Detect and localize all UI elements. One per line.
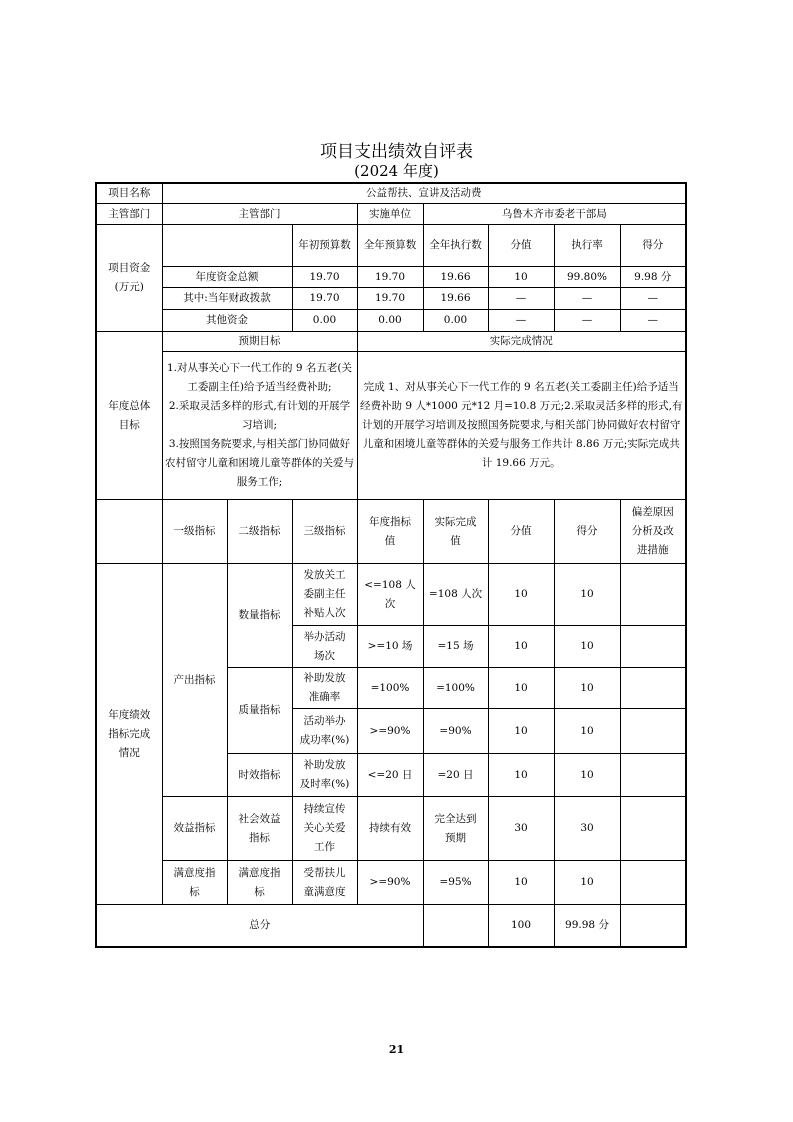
actual-value: =15 场	[423, 626, 488, 668]
total-score: 99.98 分	[554, 905, 620, 947]
funds-cell: —	[554, 288, 620, 310]
l3-indicator: 受帮扶儿 童满意度	[292, 861, 357, 905]
target-value: <=108 人次	[357, 564, 423, 626]
actual-value: 完全达到 预期	[423, 797, 488, 861]
actual-value: =20 日	[423, 754, 488, 797]
target-value: <=20 日	[357, 754, 423, 797]
actual-result-text: 完成 1、对从事关心下一代工作的 9 名五老(关工委副主任)给予适当经费补助 9 人*1000 元*12 月=10.8 万元;2.采取灵活多样的形式,有计划的开展学习培训及按照国务院要求,与相关部门协同做好农村留守儿童和困境儿童等群体的关爱与服务工作共计 8.86 万元;实际完成共计 19.66 万元。	[357, 352, 686, 500]
performance-table	[95, 182, 687, 948]
funds-cell: —	[488, 288, 554, 310]
unit-label: 实施单位	[357, 204, 423, 225]
l3-indicator: 补助发放 及时率(%)	[292, 754, 357, 797]
indicator-header: 分值	[488, 500, 554, 564]
funds-row-name: 其中:当年财政拨款	[162, 288, 292, 310]
l3-indicator: 发放关工 委副主任 补贴人次	[292, 564, 357, 626]
funds-header: 分值	[488, 225, 554, 267]
l2-quality: 质量指标	[227, 668, 292, 754]
score-full: 10	[488, 626, 554, 668]
dept-value: 主管部门	[162, 204, 357, 225]
project-name-value: 公益帮扶、宣讲及活动费	[162, 183, 686, 204]
indicator-header: 年度指标 值	[357, 500, 423, 564]
funds-row-name: 其他资金	[162, 310, 292, 332]
deviation-note	[620, 797, 686, 861]
funds-cell: —	[620, 310, 686, 332]
funds-cell: 19.70	[292, 267, 357, 288]
indicator-header: 三级指标	[292, 500, 357, 564]
funds-label: 项目资金 (万元)	[96, 225, 162, 332]
funds-header: 得分	[620, 225, 686, 267]
table-row	[96, 564, 686, 626]
l2-timeliness: 时效指标	[227, 754, 292, 797]
actual-value: =95%	[423, 861, 488, 905]
page-title: 项目支出绩效自评表	[320, 142, 473, 162]
deviation-note	[620, 754, 686, 797]
l1-satisfaction: 满意度指 标	[162, 861, 227, 905]
table-row	[96, 797, 686, 861]
table-row	[96, 352, 686, 500]
target-value: 持续有效	[357, 797, 423, 861]
unit-value: 乌鲁木齐市委老干部局	[423, 204, 686, 225]
table-row	[96, 288, 686, 310]
l3-indicator: 持续宣传 关心关爱 工作	[292, 797, 357, 861]
page-number: 21	[388, 1043, 405, 1056]
score: 10	[554, 861, 620, 905]
deviation-note	[620, 709, 686, 754]
indicator-header-empty	[96, 500, 162, 564]
table-row	[96, 267, 686, 288]
funds-header-empty	[162, 225, 292, 267]
actual-value: =100%	[423, 668, 488, 709]
funds-cell: 9.98 分	[620, 267, 686, 288]
funds-cell: 10	[488, 267, 554, 288]
total-empty	[423, 905, 488, 947]
funds-header: 全年执行数	[423, 225, 488, 267]
indicator-header: 二级指标	[227, 500, 292, 564]
page-subtitle: (2024 年度)	[354, 162, 439, 180]
funds-header: 全年预算数	[357, 225, 423, 267]
indicator-header: 偏差原因 分析及改 进措施	[620, 500, 686, 564]
dept-label: 主管部门	[96, 204, 162, 225]
l3-indicator: 活动举办 成功率(%)	[292, 709, 357, 754]
deviation-note	[620, 861, 686, 905]
deviation-note	[620, 668, 686, 709]
funds-cell: 0.00	[357, 310, 423, 332]
table-row	[96, 500, 686, 564]
score-full: 10	[488, 754, 554, 797]
funds-cell: —	[488, 310, 554, 332]
expected-goal-header: 预期目标	[162, 332, 357, 352]
funds-cell: 19.70	[357, 288, 423, 310]
table-row	[96, 310, 686, 332]
funds-cell: 0.00	[292, 310, 357, 332]
actual-result-header: 实际完成情况	[357, 332, 686, 352]
funds-header: 年初预算数	[292, 225, 357, 267]
score: 10	[554, 668, 620, 709]
score-full: 10	[488, 861, 554, 905]
funds-row-name: 年度资金总额	[162, 267, 292, 288]
table-row	[96, 183, 686, 204]
expected-goal-text: 1.对从事关心下一代工作的 9 名五老(关工委副主任)给予适当经费补助; 2.采取灵活多样的形式,有计划的开展学习培训; 3.按照国务院要求,与相关部门协同做好农村留守儿童和困境儿童等群体的关爱与服务工作;	[162, 352, 357, 500]
table-row	[96, 905, 686, 947]
score-full: 30	[488, 797, 554, 861]
table-row	[96, 861, 686, 905]
l2-social: 社会效益 指标	[227, 797, 292, 861]
score: 10	[554, 754, 620, 797]
indicator-header: 实际完成 值	[423, 500, 488, 564]
l1-output: 产出指标	[162, 564, 227, 797]
deviation-note	[620, 564, 686, 626]
actual-value: =108 人次	[423, 564, 488, 626]
total-note	[620, 905, 686, 947]
funds-cell: 0.00	[423, 310, 488, 332]
table-row	[96, 204, 686, 225]
score: 30	[554, 797, 620, 861]
total-label: 总分	[96, 905, 423, 947]
funds-cell: 19.70	[357, 267, 423, 288]
l3-indicator: 举办活动 场次	[292, 626, 357, 668]
funds-cell: —	[620, 288, 686, 310]
l1-benefit: 效益指标	[162, 797, 227, 861]
actual-value: =90%	[423, 709, 488, 754]
table-row	[96, 332, 686, 352]
deviation-note	[620, 626, 686, 668]
score: 10	[554, 564, 620, 626]
l3-indicator: 补助发放 准确率	[292, 668, 357, 709]
funds-cell: 19.70	[292, 288, 357, 310]
goals-label: 年度总体 目标	[96, 332, 162, 500]
funds-cell: 19.66	[423, 267, 488, 288]
project-name-label: 项目名称	[96, 183, 162, 204]
funds-cell: 99.80%	[554, 267, 620, 288]
indicators-label: 年度绩效 指标完成 情况	[96, 564, 162, 905]
funds-header: 执行率	[554, 225, 620, 267]
target-value: =100%	[357, 668, 423, 709]
indicator-header: 得分	[554, 500, 620, 564]
score: 10	[554, 709, 620, 754]
target-value: >=90%	[357, 861, 423, 905]
target-value: >=90%	[357, 709, 423, 754]
score-full: 10	[488, 668, 554, 709]
funds-cell: —	[554, 310, 620, 332]
total-full: 100	[488, 905, 554, 947]
l2-quantity: 数量指标	[227, 564, 292, 668]
indicator-header: 一级指标	[162, 500, 227, 564]
l2-satisfaction: 满意度指 标	[227, 861, 292, 905]
score-full: 10	[488, 564, 554, 626]
score-full: 10	[488, 709, 554, 754]
funds-cell: 19.66	[423, 288, 488, 310]
table-row	[96, 225, 686, 267]
score: 10	[554, 626, 620, 668]
target-value: >=10 场	[357, 626, 423, 668]
